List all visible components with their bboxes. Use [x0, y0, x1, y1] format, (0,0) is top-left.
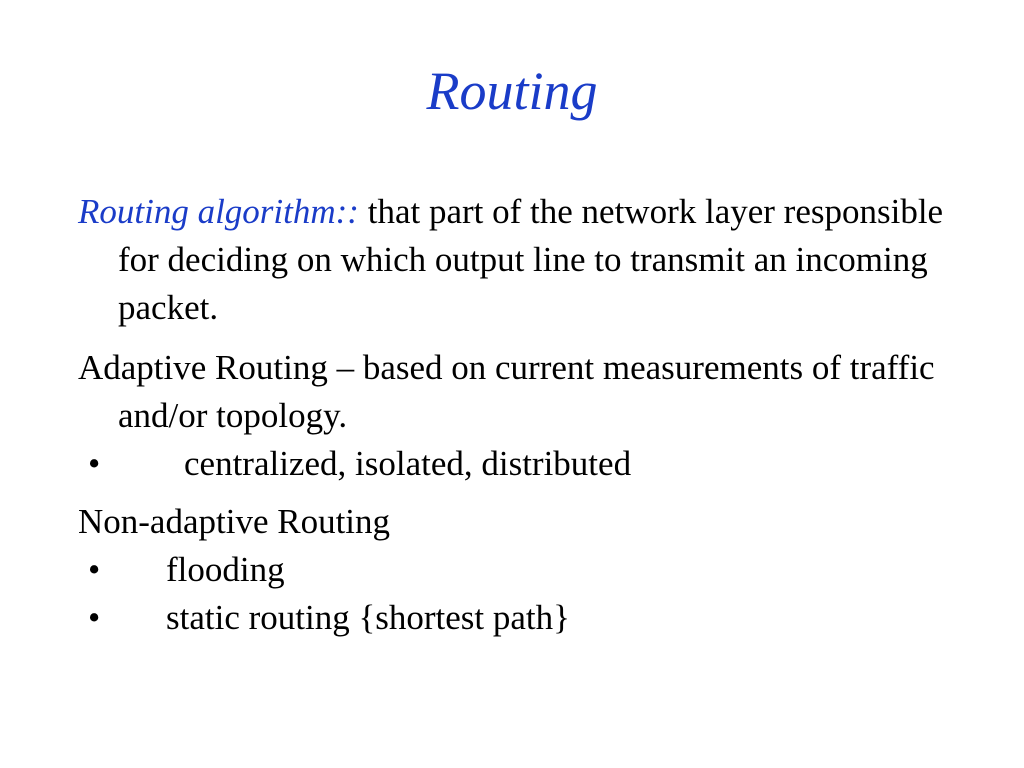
bullet-text: centralized, isolated, distributed [184, 444, 632, 483]
bullet-glyph: • [88, 598, 101, 637]
definition-text: that part of the network layer responsible for deciding on which output line to transmit an incoming packet. [118, 192, 944, 327]
bullet-item [78, 594, 958, 642]
bullet-text: flooding [166, 550, 285, 589]
bullet-item [78, 546, 958, 594]
slide-title: Routing [426, 61, 598, 121]
bullet-text: static routing {shortest path} [166, 598, 570, 637]
bullet-glyph: • [88, 444, 101, 483]
slide-body [78, 188, 958, 642]
bullet-glyph: • [88, 550, 101, 589]
adaptive-routing-paragraph: Adaptive Routing – based on current measurements of traffic and/or topology. [78, 348, 935, 435]
definition-paragraph [78, 188, 958, 332]
non-adaptive-routing-heading: Non-adaptive Routing [78, 502, 391, 541]
bullet-item [78, 440, 958, 488]
definition-separator: :: [335, 192, 359, 231]
definition-term: Routing algorithm [78, 192, 336, 231]
